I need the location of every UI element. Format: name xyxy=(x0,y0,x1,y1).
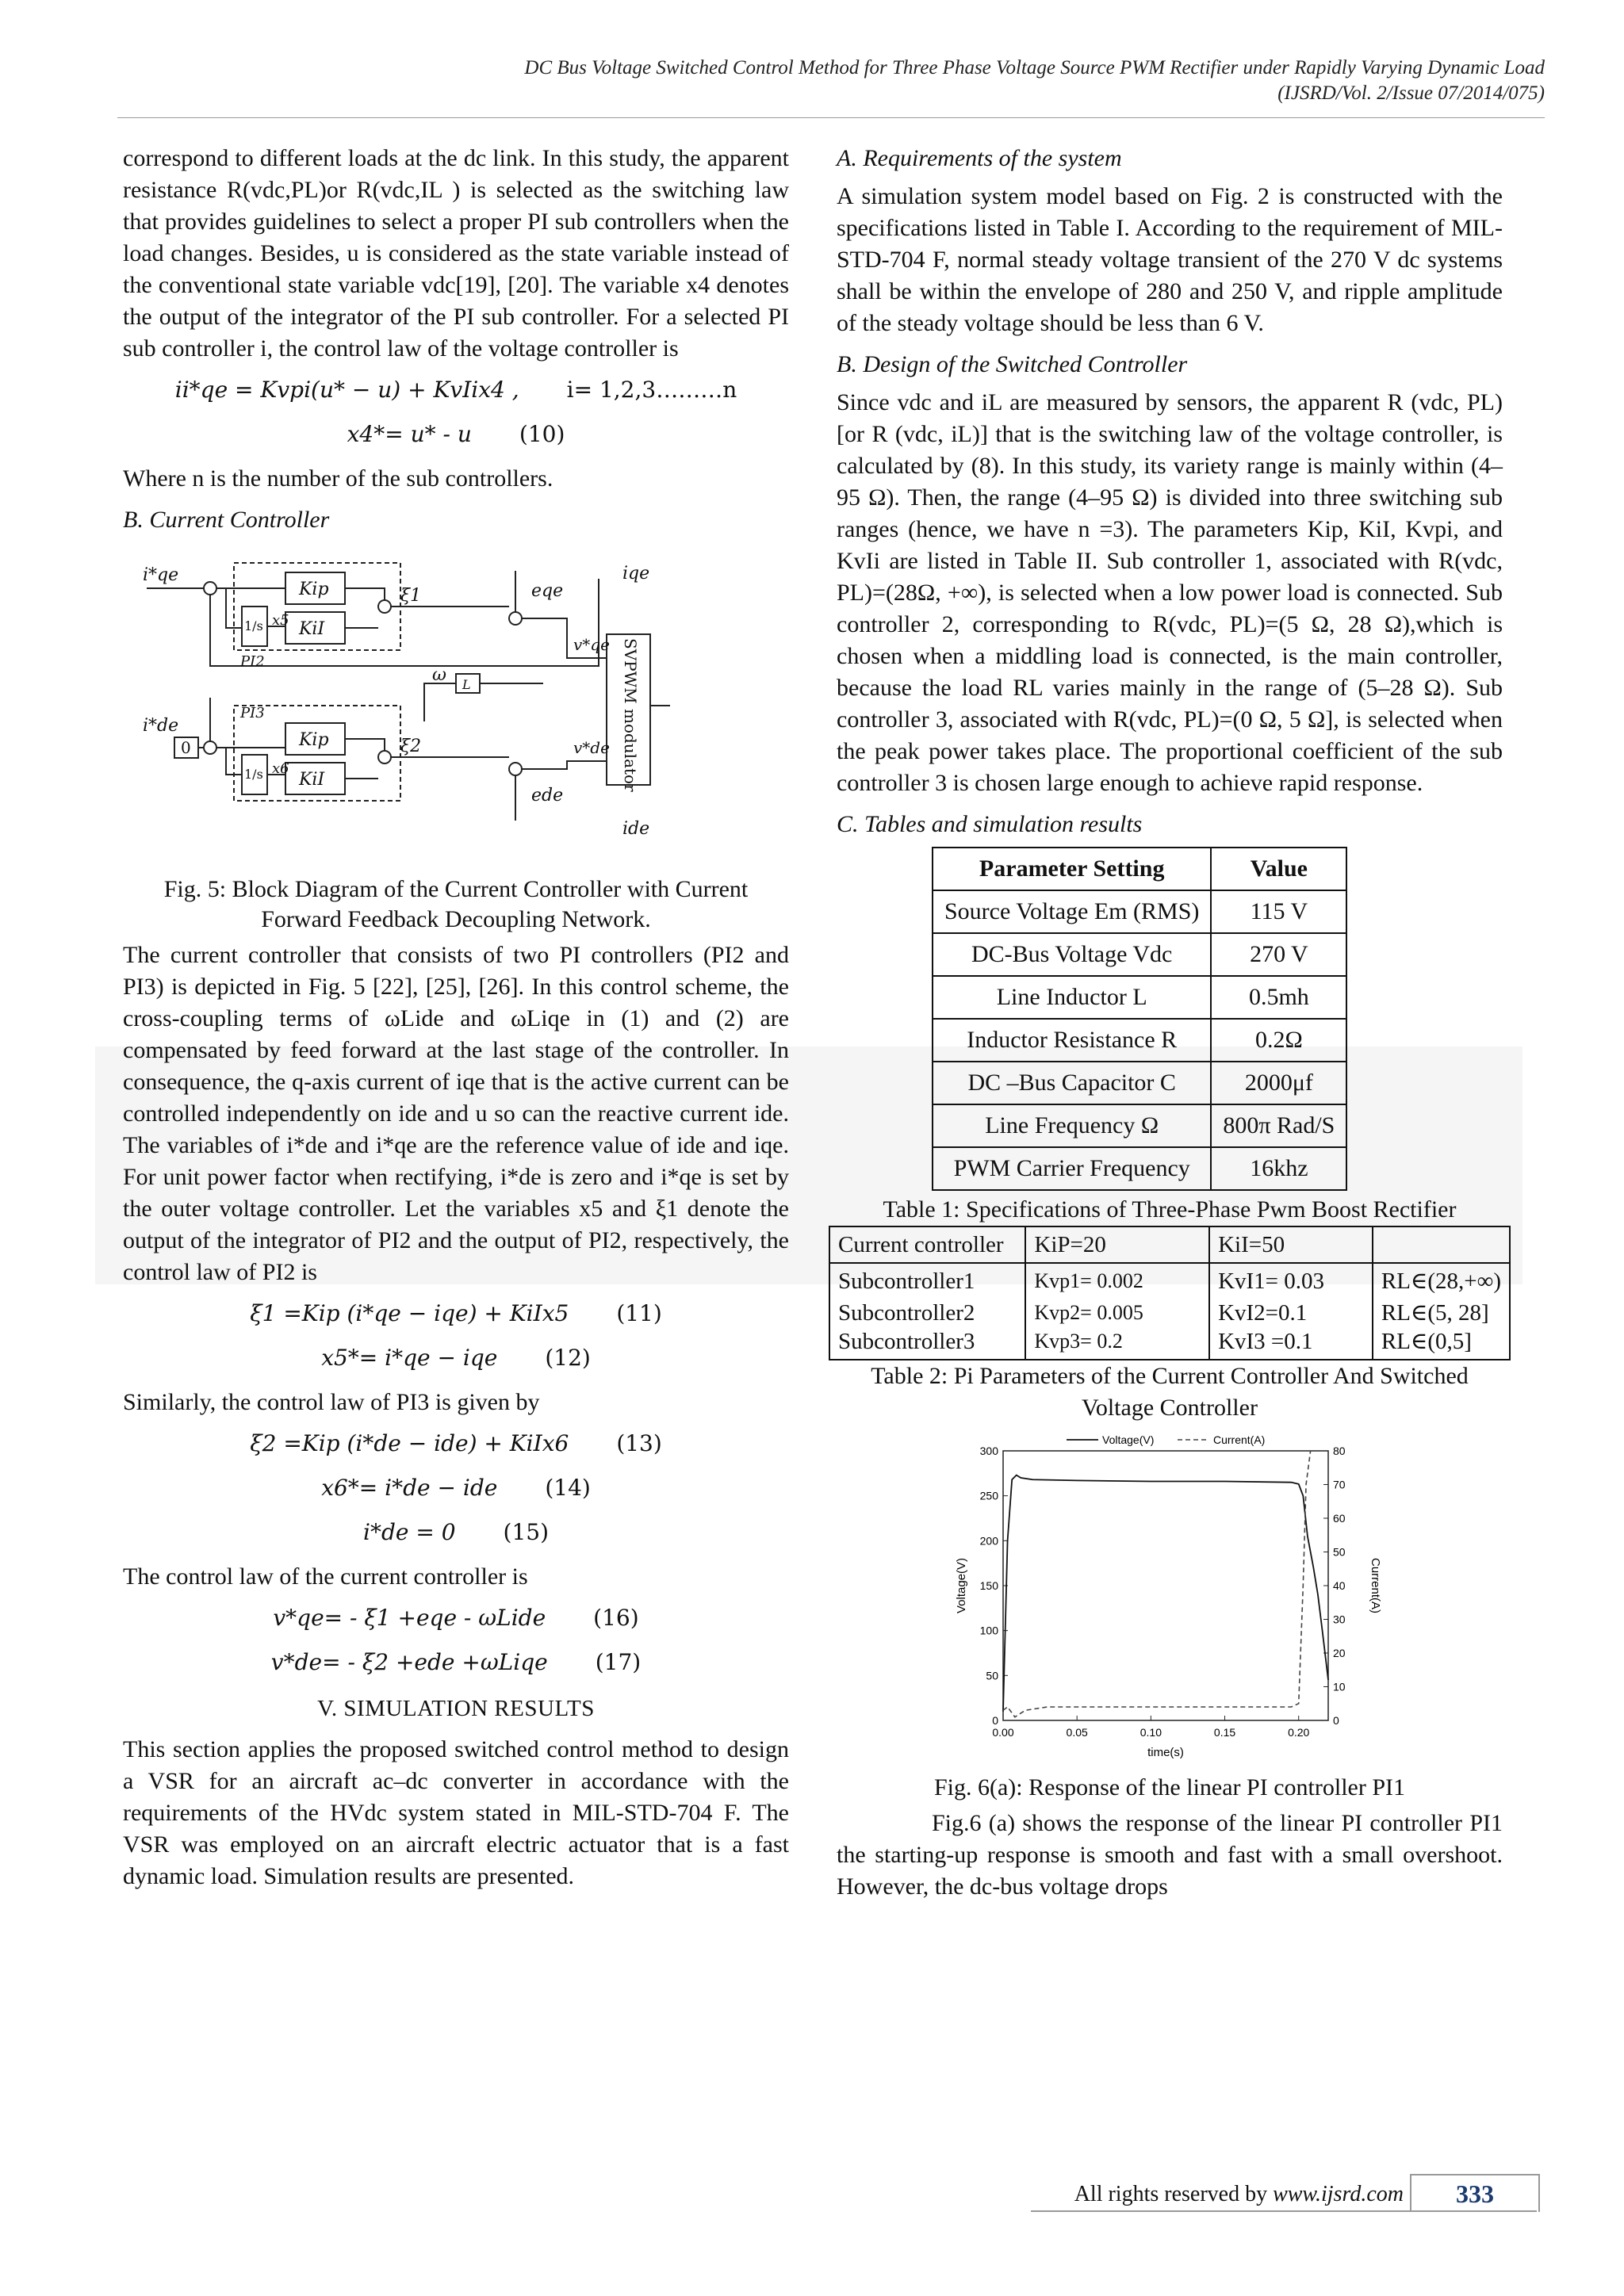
paragraph: correspond to different loads at the dc link. In this study, the apparent resistance R(vdc,PL)or R(vdc,IL ) is selected as the switching law that provides guidelines to select a proper PI sub controllers when the load changes. Besides, u is considered as the state variable instead of the conventional state variable vdc[19], [20]. The variable x4 denotes the output of the integrator of the PI sub controller. For a selected PI sub controller i, the control law of the voltage controller is xyxy=(123,145,789,362)
svg-text:1/s: 1/s xyxy=(244,618,263,633)
table-2-caption: Table 2: Pi Parameters of the Current Controller And Switched Voltage Controller xyxy=(871,1363,1469,1421)
table-row xyxy=(933,1019,1346,1062)
footer-rule xyxy=(1031,2210,1537,2212)
table-cell: Kvp2= 0.005 xyxy=(1025,1299,1209,1327)
table-cell: Line Frequency Ω xyxy=(933,1104,1211,1147)
svg-text:Kip: Kip xyxy=(299,580,329,599)
y2-tick-label: 10 xyxy=(1333,1680,1346,1693)
svg-text:v*de: v*de xyxy=(573,738,610,757)
y2-tick-label: 20 xyxy=(1333,1647,1346,1659)
table-cell: KvI3 =0.1 xyxy=(1209,1327,1373,1360)
x-axis-label: time(s) xyxy=(1147,1746,1184,1759)
plot-frame xyxy=(1003,1451,1328,1720)
table-cell: Line Inductor L xyxy=(933,976,1211,1019)
section-heading: A. Requirements of the system xyxy=(837,145,1122,171)
svg-text:ω: ω xyxy=(432,665,446,685)
equation-13: ξ2 =Kip (i*de − ide) + KiIx6 (13) xyxy=(250,1430,662,1456)
page-number: 333 xyxy=(1410,2174,1540,2212)
svg-text:PI2: PI2 xyxy=(240,653,265,670)
table-header-row xyxy=(933,848,1346,890)
table-row xyxy=(829,1263,1510,1299)
y2-tick-label: 0 xyxy=(1333,1714,1339,1727)
figure-5-caption: Fig. 5: Block Diagram of the Current Controller with Current Forward Feedback Decoupling Network. xyxy=(163,876,749,932)
legend-current-label: Current(A) xyxy=(1213,1433,1266,1446)
table-cell: 115 V xyxy=(1211,890,1346,933)
svg-text:ede: ede xyxy=(531,786,564,806)
table-1-caption: Table 1: Specifications of Three-Phase Pwm Boost Rectifier xyxy=(883,1196,1457,1223)
table-row xyxy=(933,1104,1346,1147)
right-column xyxy=(837,143,1503,1912)
table-row xyxy=(829,1327,1510,1360)
table-row xyxy=(829,1299,1510,1327)
svg-text:PI3: PI3 xyxy=(240,705,265,721)
voltage-series-line xyxy=(1003,1475,1328,1712)
svg-text:L: L xyxy=(462,677,471,692)
y-tick-label: 200 xyxy=(979,1534,998,1548)
section-heading: C. Tables and simulation results xyxy=(837,811,1143,837)
current-series-line xyxy=(1003,1451,1311,1717)
figure-6a-caption: Fig. 6(a): Response of the linear PI controller PI1 xyxy=(933,1774,1406,1800)
y2-tick-label: 50 xyxy=(1333,1545,1346,1559)
table-row xyxy=(933,890,1346,933)
footer-rights: All rights reserved by www.ijsrd.com xyxy=(1074,2182,1404,2206)
table-cell: KiP=20 xyxy=(1025,1226,1209,1263)
equation-12: x5*= i*qe − iqe (12) xyxy=(321,1345,591,1371)
section-heading: B. Design of the Switched Controller xyxy=(837,351,1188,377)
table-cell: Subcontroller2 xyxy=(829,1299,1025,1327)
svg-text:KiI: KiI xyxy=(299,619,325,639)
table-cell: 800π Rad/S xyxy=(1211,1104,1346,1147)
svg-text:ξ2: ξ2 xyxy=(400,737,422,756)
table-cell: KvI2=0.1 xyxy=(1209,1299,1373,1327)
equation-15: i*de = 0 (15) xyxy=(362,1519,549,1545)
svg-text:ide: ide xyxy=(622,819,650,839)
table-cell: RL∈(5, 28] xyxy=(1373,1299,1510,1327)
table-header-cell: Value xyxy=(1211,848,1346,890)
x-tick-label: 0.10 xyxy=(1139,1726,1162,1739)
x-tick-label: 0.05 xyxy=(1066,1726,1088,1739)
table-cell: 0.5mh xyxy=(1211,976,1346,1019)
y2-tick-label: 60 xyxy=(1333,1512,1346,1525)
svg-text:i*qe: i*qe xyxy=(143,565,179,585)
header-title: DC Bus Voltage Switched Control Method for Three Phase Voltage Source PWM Rectifier under Rapidly Varying Dynamic Load xyxy=(524,57,1545,78)
equation-16: v*qe= - ξ1 +eqe - ωLide (16) xyxy=(273,1605,639,1631)
svg-text:v*qe: v*qe xyxy=(573,635,610,654)
table-cell: 2000μf xyxy=(1211,1062,1346,1104)
table-cell: PWM Carrier Frequency xyxy=(933,1147,1211,1190)
table-cell: RL∈(0,5] xyxy=(1373,1327,1510,1360)
table-cell: 0.2Ω xyxy=(1211,1019,1346,1062)
paragraph: Where n is the number of the sub controllers. xyxy=(123,465,553,492)
table-cell: Current controller xyxy=(829,1226,1025,1263)
table-cell: KiI=50 xyxy=(1209,1226,1373,1263)
y2-tick-label: 30 xyxy=(1333,1613,1346,1626)
current-controller-block-diagram xyxy=(123,547,678,856)
svg-text:SVPWM modulator: SVPWM modulator xyxy=(621,638,640,792)
table-cell: Inductor Resistance R xyxy=(933,1019,1211,1062)
y-tick-label: 0 xyxy=(992,1714,998,1727)
equation-14: x6*= i*de − ide (14) xyxy=(321,1475,591,1501)
table-cell: Kvp3= 0.2 xyxy=(1025,1327,1209,1360)
y-tick-label: 150 xyxy=(979,1579,998,1592)
y-tick-label: 50 xyxy=(986,1669,998,1682)
x-tick-label: 0.20 xyxy=(1288,1726,1310,1739)
svg-text:iqe: iqe xyxy=(622,564,650,584)
y-axis-label: Voltage(V) xyxy=(955,1557,968,1614)
running-header xyxy=(38,55,1545,106)
y2-tick-label: 80 xyxy=(1333,1445,1346,1457)
table-row xyxy=(933,933,1346,976)
table-row xyxy=(933,1147,1346,1190)
table-cell: Kvp1= 0.002 xyxy=(1025,1263,1209,1299)
y2-axis-label: Current(A) xyxy=(1369,1557,1382,1614)
table-cell: 270 V xyxy=(1211,933,1346,976)
table-2-pi-parameters xyxy=(829,1226,1511,1360)
section-heading-v: V. SIMULATION RESULTS xyxy=(317,1696,595,1721)
svg-text:ξ1: ξ1 xyxy=(400,586,422,606)
svg-text:1/s: 1/s xyxy=(244,767,263,782)
figure-6a-chart xyxy=(948,1427,1392,1768)
svg-text:eqe: eqe xyxy=(531,581,564,601)
paragraph: A simulation system model based on Fig. 2 is constructed with the specifications listed in Table I. According to the requirement of MIL-STD-704 F, normal steady voltage transient of the 270 V dc systems shall be within the envelope of 280 and 250 V, and ripple amplitude of the steady voltage should be less than 6 V. xyxy=(837,183,1503,336)
x-tick-label: 0.00 xyxy=(992,1726,1014,1739)
y2-tick-label: 70 xyxy=(1333,1478,1346,1491)
table-row xyxy=(829,1226,1510,1263)
table-cell xyxy=(1373,1226,1510,1263)
paragraph: Fig.6 (a) shows the response of the linear PI controller PI1 the starting-up response is smooth and fast with a small overshoot. However, the dc-bus voltage drops xyxy=(837,1810,1503,1900)
y-tick-label: 300 xyxy=(979,1445,998,1457)
table-cell: 16khz xyxy=(1211,1147,1346,1190)
svg-text:x5: x5 xyxy=(272,612,289,629)
paragraph: The control law of the current controller is xyxy=(123,1563,528,1590)
header-rule xyxy=(117,117,1545,118)
footer-site-link[interactable]: www.ijsrd.com xyxy=(1273,2182,1404,2206)
equation-11: ξ1 =Kip (i*qe − iqe) + KiIx5 (11) xyxy=(250,1300,662,1326)
paragraph: The current controller that consists of two PI controllers (PI2 and PI3) is depicted in Fig. 5 [22], [25], [26]. In this control scheme, the cross-coupling terms of ωLide and ωLiqe in (1) and (2) are compensated by feed forward at the last stage of the controller. In consequence, the q-axis current of iqe that is the active current can be controlled independently on ide and u so can the reactive current ide. The variables of i*de and i*qe are the reference value of ide and iqe. For unit power factor when rectifying, i*de is zero and i*qe is set by the outer voltage controller. Let the variables x5 and ξ1 denote the output of the integrator of PI2 and the output of PI2, respectively, the control law of PI2 is xyxy=(123,942,789,1285)
paragraph: Similarly, the control law of PI3 is given by xyxy=(123,1389,540,1415)
equation-9: ii*qe = Kvpi(u* − u) + KvIix4 , i= 1,2,3………n xyxy=(174,377,737,403)
svg-text:i*de: i*de xyxy=(143,716,179,736)
equation-10: x4*= u* - u (10) xyxy=(347,421,565,447)
table-cell: DC –Bus Capacitor C xyxy=(933,1062,1211,1104)
svg-text:Kip: Kip xyxy=(299,730,329,750)
table-1-specifications xyxy=(932,847,1347,1191)
table-cell: Subcontroller3 xyxy=(829,1327,1025,1360)
left-column xyxy=(123,143,789,1902)
table-cell: Source Voltage Em (RMS) xyxy=(933,890,1211,933)
table-cell: RL∈(28,+∞) xyxy=(1373,1263,1510,1299)
paragraph: This section applies the proposed switched control method to design a VSR for an aircraft ac–dc converter in accordance with the requirements of the HVdc system stated in MIL-STD-704 F. The VSR was employed on an aircraft electric actuator that is a fast dynamic load. Simulation results are presented. xyxy=(123,1736,789,1889)
y-tick-label: 100 xyxy=(979,1624,998,1637)
x-tick-label: 0.15 xyxy=(1213,1726,1236,1739)
section-heading: B. Current Controller xyxy=(123,507,330,533)
equation-17: v*de= - ξ2 +ede +ωLiqe (17) xyxy=(270,1649,642,1675)
table-row xyxy=(933,976,1346,1019)
y-tick-label: 250 xyxy=(979,1489,998,1502)
table-header-cell: Parameter Setting xyxy=(933,848,1211,890)
table-row xyxy=(933,1062,1346,1104)
legend-voltage-label: Voltage(V) xyxy=(1102,1433,1155,1446)
svg-text:KiI: KiI xyxy=(299,770,325,790)
header-issue: (IJSRD/Vol. 2/Issue 07/2014/075) xyxy=(1277,82,1545,104)
paragraph: Since vdc and iL are measured by sensors, the apparent R (vdc, PL) [or R (vdc, iL)] that is the switching law of the voltage controller, is calculated by (8). In this study, its variety range is mainly within (4–95 Ω). Then, the range (4–95 Ω) is divided into three switching sub ranges (hence, we have n =3). The parameters Kip, KiI, Kvpi, and KvIi are listed in Table II. Sub controller 1, associated with R(vdc, PL)=(28Ω, +∞), is selected when a low power load is connected. Sub controller 2, corresponding to R(vdc, PL)=(5 Ω, 28 Ω),which is chosen when a middling load is connected, is the main controller, because the load RL varies mainly in the range of (5–28 Ω). Sub controller 3, associated with R(vdc, PL)=(0 Ω, 5 Ω], is selected when the peak power takes place. The proportional coefficient of the sub controller 3 is chosen large enough to achieve rapid response. xyxy=(837,389,1503,796)
table-cell: Subcontroller1 xyxy=(829,1263,1025,1299)
table-cell: KvI1= 0.03 xyxy=(1209,1263,1373,1299)
svg-text:x6: x6 xyxy=(272,760,289,777)
svg-text:0: 0 xyxy=(181,738,191,757)
y2-tick-label: 40 xyxy=(1333,1579,1346,1592)
table-cell: DC-Bus Voltage Vdc xyxy=(933,933,1211,976)
